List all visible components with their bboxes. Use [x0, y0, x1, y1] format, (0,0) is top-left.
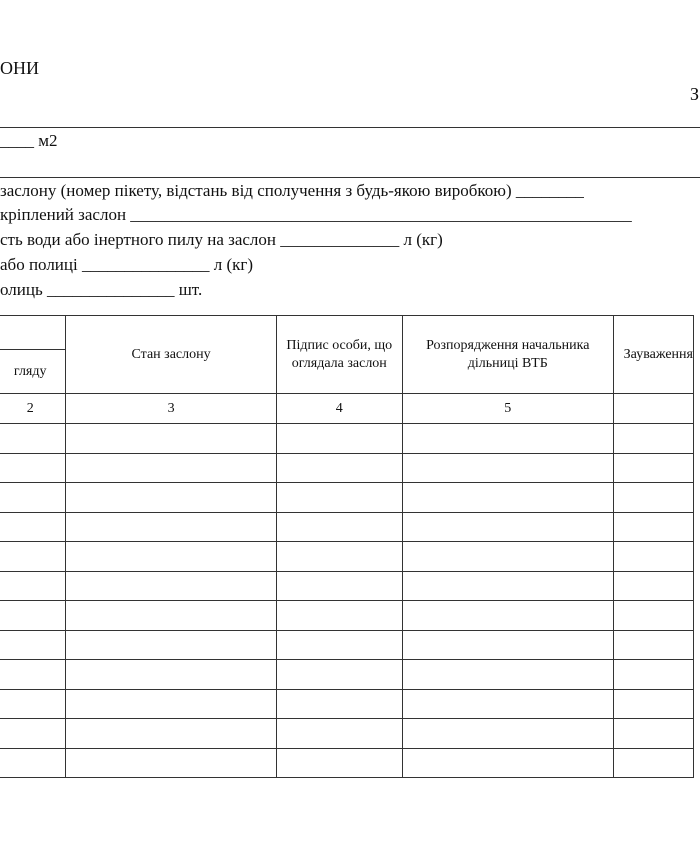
table-cell: [66, 660, 276, 690]
table-row: [0, 424, 694, 454]
inspection-log-table: [0, 315, 694, 778]
table-cell: [613, 483, 693, 513]
table-cell: [613, 719, 693, 749]
table-cell: [402, 601, 613, 631]
table-cell: [402, 542, 613, 572]
table-cell: [66, 689, 276, 719]
column-number: 4: [276, 394, 402, 424]
table-cell: [276, 719, 402, 749]
table-row: [0, 512, 694, 542]
table-cell: [613, 571, 693, 601]
table-cell: [402, 689, 613, 719]
table-cell: [66, 719, 276, 749]
table-cell: [0, 424, 66, 454]
table-cell: [613, 689, 693, 719]
table-cell: [276, 424, 402, 454]
location-field: заслону (номер пікету, відстань від сполучення з будь-якою виробкою) ________: [0, 181, 584, 200]
table-cell: [0, 512, 66, 542]
second-rule-line: [0, 177, 700, 178]
table-cell: [276, 601, 402, 631]
column-number: 5: [402, 394, 613, 424]
shelf-count-field: олиць _______________ шт.: [0, 280, 203, 299]
table-row: [0, 630, 694, 660]
col-order-header: Розпорядження начальника дільниці ВТБ: [402, 316, 613, 394]
table-row: [0, 748, 694, 778]
table-cell: [66, 483, 276, 513]
top-rule-line: [0, 127, 700, 128]
table-row: [0, 601, 694, 631]
table-cell: [276, 571, 402, 601]
table-cell: [613, 424, 693, 454]
table-row: [0, 453, 694, 483]
table-cell: [276, 483, 402, 513]
table-cell: [66, 542, 276, 572]
table-cell: [402, 453, 613, 483]
table-cell: [402, 424, 613, 454]
table-cell: [276, 512, 402, 542]
table-cell: [0, 689, 66, 719]
table-cell: [0, 571, 66, 601]
table-cell: [0, 719, 66, 749]
table-cell: [613, 601, 693, 631]
table-cell: [402, 630, 613, 660]
table-cell: [0, 660, 66, 690]
table-row: [0, 542, 694, 572]
table-cell: [402, 719, 613, 749]
column-number: 3: [66, 394, 276, 424]
table-cell: [613, 542, 693, 572]
table-cell: [0, 453, 66, 483]
table-cell: [66, 424, 276, 454]
table-header-row-1: [0, 316, 694, 350]
table-cell: [402, 748, 613, 778]
col-date-header-top: [0, 316, 66, 350]
table-row: [0, 719, 694, 749]
table-cell: [613, 748, 693, 778]
table-cell: [613, 660, 693, 690]
table-cell: [613, 453, 693, 483]
table-cell: [66, 512, 276, 542]
table-cell: [402, 571, 613, 601]
table-cell: [276, 542, 402, 572]
col-state-header: Стан заслону: [66, 316, 276, 394]
column-number-row: [0, 394, 694, 424]
table-cell: [402, 660, 613, 690]
table-row: [0, 571, 694, 601]
table-cell: [276, 660, 402, 690]
col-notes-header: Зауваження: [613, 316, 693, 394]
form-header-annex: З: [690, 84, 700, 104]
shelf-amount-field: або полиці _______________ л (кг): [0, 255, 254, 274]
table-row: [0, 689, 694, 719]
table-row: [0, 483, 694, 513]
table-cell: [613, 512, 693, 542]
table-cell: [0, 542, 66, 572]
column-number: 2: [0, 394, 66, 424]
table-row: [0, 660, 694, 690]
table-cell: [276, 630, 402, 660]
table-cell: [66, 748, 276, 778]
table-cell: [66, 601, 276, 631]
table-cell: [66, 453, 276, 483]
table-cell: [402, 512, 613, 542]
water-dust-amount-field: сть води або інертного пилу на заслон ______________ л (кг): [0, 230, 443, 249]
table-cell: [0, 630, 66, 660]
secured-barrier-field: кріплений заслон ___________________________________________________________: [0, 205, 632, 224]
table-cell: [0, 748, 66, 778]
table-cell: [402, 483, 613, 513]
table-cell: [0, 601, 66, 631]
table-cell: [66, 571, 276, 601]
form-header-title: ОНИ: [0, 58, 39, 78]
table-cell: [66, 630, 276, 660]
col-signature-header: Підпис особи, що оглядала заслон: [276, 316, 402, 394]
column-number: [613, 394, 693, 424]
table-cell: [0, 483, 66, 513]
table-cell: [276, 689, 402, 719]
table-cell: [276, 748, 402, 778]
area-field: ____ м2: [0, 131, 58, 150]
col-inspection-date-subheader: гляду: [0, 350, 66, 394]
table-cell: [613, 630, 693, 660]
table-cell: [276, 453, 402, 483]
